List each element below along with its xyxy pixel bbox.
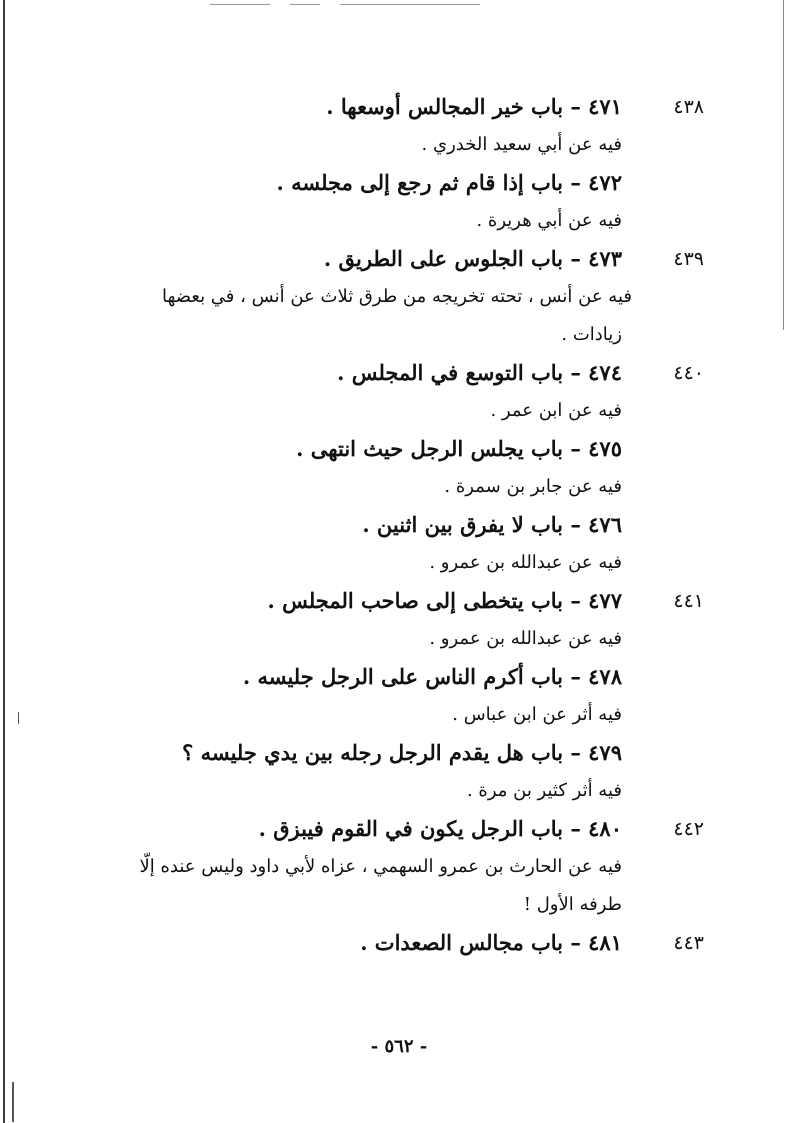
chapter-note: فيه عن الحارث بن عمرو السهمي ، عزاه لأبي داود وليس عنده إلّا: [139, 856, 622, 877]
scan-dash: [340, 4, 480, 5]
chapter-note: فيه عن أبي سعيد الخدري .: [421, 134, 622, 155]
entry-heading-row: [0, 924, 798, 962]
chapter-heading: ٤٧٦ – باب لا يفرق بين اثنين .: [362, 512, 622, 537]
entry-body-row: [0, 696, 798, 734]
chapter-note: فيه عن جابر بن سمرة .: [444, 476, 622, 497]
section-number: ٤٣٩: [673, 248, 704, 270]
entry-heading-row: [0, 734, 798, 772]
chapter-heading: ٤٧٣ – باب الجلوس على الطريق .: [323, 246, 622, 271]
chapter-heading: ٤٨١ – باب مجالس الصعدات .: [360, 930, 622, 955]
entry-heading-row: [0, 88, 798, 126]
section-number: ٤٤٠: [673, 362, 704, 384]
chapter-note: فيه عن أبي هريرة .: [476, 210, 622, 231]
chapter-note: فيه عن عبدالله بن عمرو .: [429, 552, 622, 573]
entry-body-row: [0, 468, 798, 506]
entry-body-row: [0, 202, 798, 240]
section-number: ٤٤٣: [673, 932, 704, 954]
chapter-heading: ٤٧١ – باب خير المجالس أوسعها .: [326, 94, 622, 119]
chapter-note: زيادات .: [561, 324, 622, 345]
chapter-heading: ٤٧٤ – باب التوسع في المجلس .: [337, 360, 622, 385]
page-body: [0, 88, 798, 1018]
entry-body-row: [0, 392, 798, 430]
entry-body-row: [0, 772, 798, 810]
entry-body-row: [0, 848, 798, 886]
chapter-heading: ٤٧٩ – باب هل يقدم الرجل رجله بين يدي جليسه ؟: [182, 740, 622, 765]
entry-body-row: [0, 316, 798, 354]
entry-heading-row: [0, 506, 798, 544]
chapter-heading: ٤٧٧ – باب يتخطى إلى صاحب المجلس .: [267, 588, 622, 613]
entry-heading-row: [0, 430, 798, 468]
entry-heading-row: [0, 810, 798, 848]
entry-body-row: [0, 544, 798, 582]
chapter-note: فيه أثر عن ابن عباس .: [452, 704, 622, 725]
entry-heading-row: [0, 164, 798, 202]
chapter-heading: ٤٧٢ – باب إذا قام ثم رجع إلى مجلسه .: [276, 170, 622, 195]
section-number: ٤٤٢: [673, 818, 704, 840]
scan-mark: [12, 1082, 14, 1122]
entry-heading-row: [0, 354, 798, 392]
scan-dash: [210, 4, 270, 5]
section-number: ٤٤١: [673, 590, 704, 612]
scan-dash: [290, 4, 320, 5]
entry-heading-row: [0, 658, 798, 696]
chapter-note: فيه عن عبدالله بن عمرو .: [429, 628, 622, 649]
chapter-note: فيه أثر كثير بن مرة .: [466, 780, 622, 801]
entry-heading-row: [0, 582, 798, 620]
entry-heading-row: [0, 240, 798, 278]
entry-body-row: [0, 126, 798, 164]
entry-body-row: [0, 620, 798, 658]
chapter-note: فيه عن أنس ، تحته تخريجه من طرق ثلاث عن أنس ، في بعضها: [162, 286, 632, 307]
chapter-heading: ٤٨٠ – باب الرجل يكون في القوم فيبزق .: [258, 816, 622, 841]
chapter-note: فيه عن ابن عمر .: [490, 400, 622, 421]
chapter-heading: ٤٧٨ – باب أكرم الناس على الرجل جليسه .: [242, 664, 622, 689]
page-number: - ٥٦٢ -: [370, 1036, 428, 1057]
chapter-heading: ٤٧٥ – باب يجلس الرجل حيث انتهى .: [296, 436, 622, 461]
chapter-note: طرفه الأول !: [523, 894, 622, 915]
section-number: ٤٣٨: [673, 96, 704, 118]
entry-body-row: [0, 886, 798, 924]
entry-body-row: [0, 278, 798, 316]
